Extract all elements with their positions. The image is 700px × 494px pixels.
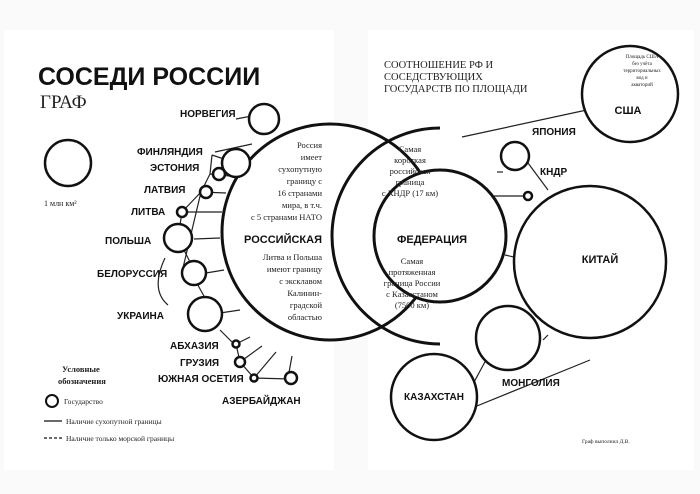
note2-line: имеют границу [266,264,322,274]
usa-note-line: акваторий [631,83,653,88]
node-belarus [182,261,206,285]
note1-line: мира, в т.ч. [282,200,322,210]
node-kndr [524,192,532,200]
legend-state-label: Государство [64,397,103,406]
label-japan: ЯПОНИЯ [532,127,576,138]
label-poland: ПОЛЬША [105,236,152,247]
node-georgia [235,357,245,367]
note2-line: Калинин- [287,288,322,298]
legend-sea-label: Наличие только морской границы [66,434,175,443]
note1-line: с 5 странами НАТО [250,212,322,222]
note-short-line: российская [389,166,431,176]
usa-note-line: территориальных [623,69,661,74]
label-kndr: КНДР [540,167,568,178]
label-lithuania: ЛИТВА [131,207,166,218]
right-title-line: СОСЕДСТВУЮЩИХ [384,72,483,83]
note1-line: имеет [300,152,322,162]
node-abkhazia [233,341,240,348]
right-title-line: ГОСУДАРСТВ ПО ПЛОЩАДИ [384,84,528,95]
label-abkhazia: АБХАЗИЯ [170,341,219,352]
note1-line: Россия [297,140,322,150]
page-title: СОСЕДИ РОССИИ [38,63,261,91]
node-japan [501,142,529,170]
note-short-line: с КНДР (17 км) [381,188,439,198]
note-short-line: Самая [398,144,422,154]
node-finland [222,149,250,177]
node-estonia [213,168,225,180]
node-norway [249,104,279,134]
label-south-ossetia: ЮЖНАЯ ОСЕТИЯ [158,374,244,385]
label-kazakhstan: КАЗАХСТАН [404,392,464,403]
page-subtitle: ГРАФ [40,92,87,113]
note-long-line: (7500 км) [394,300,430,310]
note-long-line: протяженная [388,267,436,277]
legend-land-label: Наличие сухопутной границы [66,417,162,426]
label-china: КИТАЙ [581,254,619,266]
node-azerbaijan [285,372,297,384]
label-mongolia: МОНГОЛИЯ [502,378,560,389]
node-usa [582,46,678,142]
legend-title: обозначения [58,376,106,386]
node-ukraine [188,297,222,331]
russia-label-right: ФЕДЕРАЦИЯ [396,234,468,246]
note-short-line: короткая [394,155,426,165]
note-long-line: с Казахстаном [386,289,438,299]
legend-state-icon [46,395,58,407]
right-title-line: СООТНОШЕНИЕ РФ И [384,60,494,71]
note-long-line: граница России [383,278,441,288]
note2-line: градской [289,300,322,310]
node-mongolia [476,306,540,370]
note2-line: с эксклавом [279,276,322,286]
usa-note-line: без учёта [632,62,652,67]
label-norway: НОРВЕГИЯ [180,109,236,120]
label-usa: США [614,105,642,117]
note1-line: границу с [286,176,322,186]
node-lithuania [177,207,187,217]
russia-label-left: РОССИЙСКАЯ [244,234,322,246]
note1-line: 16 странами [277,188,322,198]
node-south-ossetia [251,375,258,382]
label-georgia: ГРУЗИЯ [180,358,220,369]
note2-line: Литва и Польша [262,252,322,262]
scale-label: 1 млн км² [44,199,77,208]
note-short-line: граница [395,177,425,187]
label-azerbaijan: АЗЕРБАЙДЖАН [222,396,301,407]
label-finland: ФИНЛЯНДИЯ [137,147,203,158]
usa-note-line: Площадь США [625,55,659,60]
usa-note-line: вод и [636,76,648,81]
node-poland [164,224,192,252]
label-estonia: ЭСТОНИЯ [150,163,200,174]
label-ukraine: УКРАИНА [117,311,164,322]
note-long-line: Самая [400,256,424,266]
credit: Граф выполнил Д.В. [582,439,630,445]
label-belarus: БЕЛОРУССИЯ [97,269,168,280]
legend-title: Условные [62,364,100,374]
note1-line: сухопутную [278,164,322,174]
note2-line: областью [287,312,322,322]
node-latvia [200,186,212,198]
label-latvia: ЛАТВИЯ [144,185,186,196]
